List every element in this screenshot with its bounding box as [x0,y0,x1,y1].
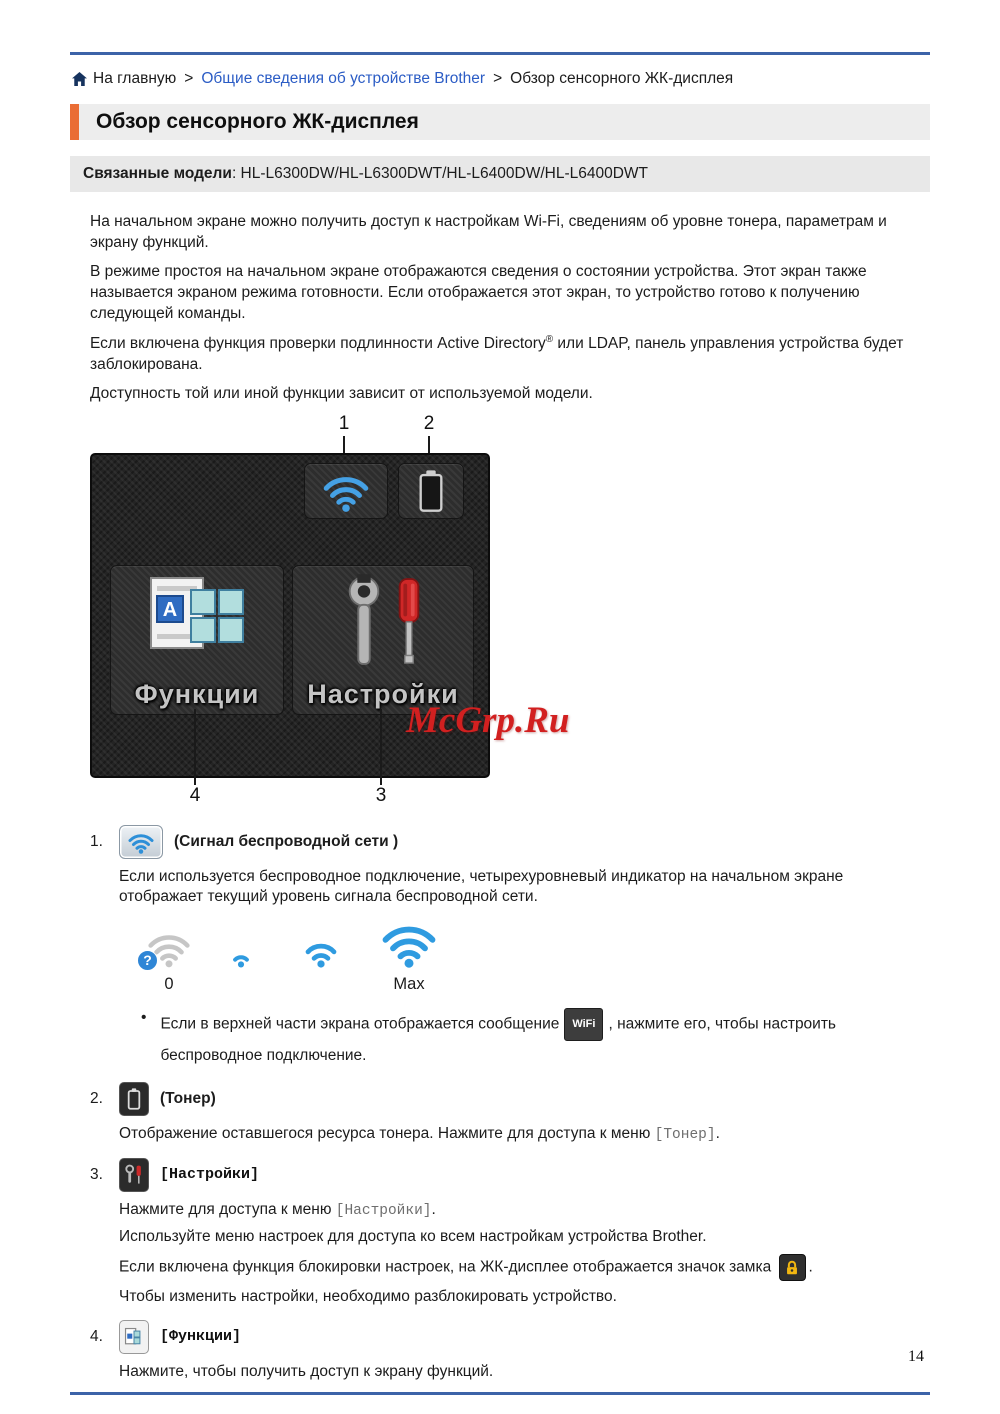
toner-icon [119,1082,149,1116]
lcd-toner-button [398,463,464,519]
breadcrumb-link[interactable]: Общие сведения об устройстве Brother [201,70,486,87]
level-max-label: Max [393,975,425,994]
wrench-icon [343,574,385,668]
breadcrumb-home-label: На главную [93,70,177,87]
bullet-text-post: , нажмите его, чтобы настроить беспроводное подключение. [160,1015,837,1064]
bullet-marker: • [141,1008,147,1026]
related-models-box [70,156,930,192]
list-item-3 [90,1158,930,1308]
item-title: (Тонер) [160,1089,216,1107]
callout-line-4 [194,709,196,785]
intro-paragraph-4: Доступность той или иной функции зависит от используемой модели. [90,384,593,402]
breadcrumb-home-link[interactable] [72,70,176,88]
page-title: Обзор сенсорного ЖК-дисплея [96,110,419,133]
page-number: 14 [908,1348,924,1365]
functions-icon-small [119,1320,149,1354]
content [90,212,930,1389]
list-item-1 [90,825,930,1070]
item-line: Чтобы изменить настройки, необходимо разблокировать устройство. [119,1288,617,1306]
lcd-functions-button [110,565,284,715]
intro-paragraph-1: На начальном экране можно получить доступ к настройкам Wi-Fi, сведениям об уровне тонера, параметрам и экрану функций. [90,213,887,251]
intro-paragraph-2: В режиме простоя на начальном экране отображаются сведения о состоянии устройства. Этот экран также называется экраном режима готовности. Если отображается этот экран, то устройство готово к получению следующей команды. [90,262,867,322]
breadcrumb-separator: > [493,70,503,87]
item-number: 4. [90,1327,103,1345]
item-line-text: Если включена функция блокировки настроек, на ЖК-дисплее отображается значок замка [119,1258,776,1276]
lcd-settings-label: Настройки [307,678,459,709]
item-description-text: . [715,1124,720,1142]
item-description: Если используется беспроводное подключение, четырехуровневый индикатор на начальном экране отображает текущий уровень сигнала беспроводной сети. [119,867,844,906]
functions-icon-letter: A [162,598,178,621]
callout-4: 4 [189,784,201,806]
callout-line-3 [380,709,382,785]
related-models-value: : HL-L6300DW/HL-L6300DWT/HL-L6400DW/HL-L6400DWT [231,165,649,182]
wifi-level-2 [285,918,357,968]
bottom-rule [70,1392,930,1395]
item-menu-label: [Настройки] [160,1166,260,1184]
bullet-text [160,1008,920,1070]
intro-paragraph-3-text: или LDAP, панель управления устройства будет заблокирована. [90,334,904,373]
settings-icon [119,1158,149,1192]
item-description [119,1124,930,1146]
home-icon [72,72,87,86]
screwdriver-icon [395,574,423,668]
wifi-icon [319,470,373,512]
top-rule [70,52,930,55]
lcd-figure [90,413,710,813]
watermark: McGrp.Ru [406,699,570,741]
bullet-text-pre: Если в верхней части экрана отображается сообщение [160,1015,560,1033]
breadcrumb-current: Обзор сенсорного ЖК-дисплея [510,70,734,87]
item-description-text: Отображение оставшегося ресурса тонера. Нажмите для доступа к меню [119,1124,655,1142]
item-line [119,1200,930,1222]
menu-reference: [Тонер] [654,1126,716,1143]
related-models-label: Связанные модели [83,165,232,182]
lcd-settings-button [292,565,474,715]
wifi-signal-icon [119,825,163,859]
item-line-text: Нажмите для доступа к меню [119,1200,336,1218]
item-number: 2. [90,1089,103,1107]
functions-icon [147,574,247,666]
wifi-level-1 [209,918,273,968]
item-line: Используйте меню настроек для доступа ко всем настройкам устройства Brother. [119,1228,707,1246]
callout-1: 1 [338,412,350,434]
item-line-text: . [808,1258,813,1276]
item-title: (Сигнал беспроводной сети ) [174,832,399,850]
lock-icon [779,1254,806,1281]
wifi-level-0 [141,918,197,968]
callout-2: 2 [423,412,435,434]
callout-3: 3 [375,784,387,806]
wifi-level-3 [369,918,449,968]
item-number: 1. [90,832,103,850]
item-description: Нажмите, чтобы получить доступ к экрану функций. [119,1362,494,1380]
menu-reference: [Настройки] [335,1202,432,1219]
toner-cartridge-icon [416,469,446,513]
item-line [119,1254,930,1281]
item-menu-label: [Функции] [160,1328,242,1346]
breadcrumb-separator: > [184,70,194,87]
registered-trademark: ® [545,333,554,345]
help-badge: ? [137,950,158,971]
intro-paragraph-3 [90,333,930,376]
item-line-text: . [431,1200,436,1218]
lcd-wifi-status-button [304,463,388,519]
list-item-4 [90,1320,930,1383]
item-number: 3. [90,1165,103,1183]
lcd-functions-label: Функции [134,678,260,709]
wifi-message-badge: WiFi [564,1008,603,1041]
intro-paragraph-3-text: Если включена функция проверки подлинности Active Directory [90,334,546,352]
wifi-level-indicator [141,918,930,995]
bullet-item [141,1008,930,1070]
breadcrumb [72,70,733,88]
page-title-bar [70,104,930,140]
list-item-2 [90,1082,930,1146]
title-accent-bar [70,104,79,140]
level-min-label: 0 [164,975,174,994]
